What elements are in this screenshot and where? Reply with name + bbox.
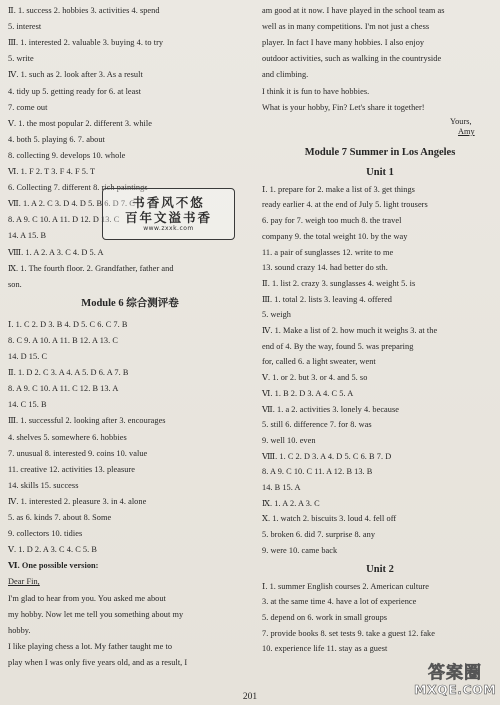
answer-line: Ⅹ. 1. watch 2. biscuits 3. loud 4. fell off <box>262 514 397 524</box>
essay-line: I'm glad to hear from you. You asked me about <box>8 593 166 603</box>
module-7-heading: Module 7 Summer in Los Angeles <box>304 146 456 158</box>
answer-line: Ⅵ. 1. F 2. T 3. F 4. F 5. T <box>8 167 96 176</box>
essay-line: play when I was only five years old, and as a result, I <box>8 657 188 667</box>
answer-line: 4. tidy up 5. getting ready for 6. at least <box>8 86 142 96</box>
answer-line: 6. pay for 7. weigh too much 8. the travel <box>262 216 402 226</box>
answer-line: 9. well 10. even <box>262 435 316 445</box>
answer-line: 14. A 15. B <box>8 231 47 241</box>
answer-line: Ⅰ. 1. C 2. D 3. B 4. D 5. C 6. C 7. B <box>8 319 128 329</box>
essay-line: am good at it now. I have played in the school team as <box>262 6 445 15</box>
module-6-heading: Module 6 综合测评卷 <box>81 297 179 309</box>
answer-line: ready earlier 4. at the end of July 5. light trousers <box>262 200 428 210</box>
answer-line: 4. both 5. playing 6. 7. about <box>8 134 105 144</box>
answer-line: 11. creative 12. activities 13. pleasure <box>8 464 136 474</box>
watermark-line-1: 答案圈 <box>428 663 482 683</box>
answer-line: Ⅲ. 1. total 2. lists 3. leaving 4. offered <box>262 294 393 304</box>
essay-line: my hobby. Now let me tell you something about my <box>8 609 184 619</box>
answer-line: 5. still 6. difference 7. for 8. was <box>262 420 372 430</box>
answer-line: son. <box>8 279 22 289</box>
answer-line: 14. D 15. C <box>8 352 48 361</box>
watermark-line-2: MXQE.COM <box>414 682 497 697</box>
answer-line: Ⅲ. 1. interested 2. valuable 3. buying 4. to try <box>8 38 164 48</box>
library-stamp <box>102 188 235 240</box>
unit-2-heading: Unit 2 <box>366 563 394 575</box>
answer-line: Ⅸ. 1. The fourth floor. 2. Grandfather, father and <box>8 263 174 273</box>
answer-line: Ⅷ. 1. A 2. A 3. C 4. D 5. A <box>8 247 104 257</box>
answer-line: company 9. the total weight 10. by the way <box>262 231 408 241</box>
page-number: 201 <box>242 692 258 702</box>
answer-line: 13. sound crazy 14. had better do sth. <box>262 263 388 273</box>
answer-line: 14. C 15. B <box>8 400 47 410</box>
answer-line: 14. B 15. A <box>262 483 301 492</box>
answer-line: Ⅶ. 1. A 2. C 3. D 4. D 5. B 6. D 7. C <box>8 199 135 209</box>
answer-line: Ⅷ. 1. C 2. D 3. A 4. D 5. C 6. B 7. D <box>262 451 392 461</box>
answer-line: 6. Collecting 7. different 8. rich paintings <box>8 183 148 193</box>
stamp-line-2: 百年文溢书香 <box>124 210 212 225</box>
answer-line: 7. unusual 8. interested 9. coins 10. value <box>8 448 148 458</box>
answer-line: Ⅳ. 1. Make a list of 2. how much it weighs 3. at the <box>262 326 438 335</box>
answer-line: 5. interest <box>8 22 42 32</box>
answer-line: end of 4. By the way, found 5. was preparing <box>262 341 414 351</box>
answer-line: 11. a pair of sunglasses 12. write to me <box>262 247 394 257</box>
answer-line: for, called 6. a light sweater, went <box>262 357 376 367</box>
signature-yours: Yours, <box>450 116 472 126</box>
essay-line: hobby. <box>8 625 31 635</box>
answer-line: Ⅳ. 1. such as 2. look after 3. As a result <box>8 70 143 80</box>
answer-line: 5. weigh <box>262 310 291 320</box>
answer-line: Ⅱ. 1. success 2. hobbies 3. activities 4. spend <box>8 6 160 15</box>
essay-label: Ⅵ. One possible version: <box>8 561 99 571</box>
answer-line: Ⅵ. 1. B 2. D 3. A 4. C 5. A <box>262 388 354 398</box>
answer-line: 7. provide books 8. set tests 9. take a guest 12. fake <box>262 628 435 638</box>
answer-line: 8. A 9. C 10. C 11. A 12. B 13. B <box>262 467 373 477</box>
answer-line: 8. C 9. A 10. A 11. B 12. A 13. C <box>8 335 118 345</box>
answer-line: Ⅴ. 1. the most popular 2. different 3. while <box>8 118 152 128</box>
answer-line: Ⅱ. 1. D 2. C 3. A 4. A 5. D 6. A 7. B <box>8 368 129 378</box>
essay-line: What is your hobby, Fin? Let's share it together! <box>262 102 425 112</box>
essay-line: I think it is fun to have hobbies. <box>262 86 370 96</box>
unit-1-heading: Unit 1 <box>366 166 394 178</box>
answer-line: 5. broken 6. did 7. surprise 8. any <box>262 530 376 540</box>
answer-line: Ⅴ. 1. D 2. A 3. C 4. C 5. B <box>8 545 97 555</box>
essay-line: well as in many competitions. I'm not just a chess <box>262 22 430 32</box>
essay-line: and climbing. <box>262 70 309 80</box>
answer-line: 14. skills 15. success <box>8 480 79 490</box>
answer-line: 9. collectors 10. tidies <box>8 529 83 539</box>
answer-line: 8. A 9. C 10. A 11. C 12. B 13. A <box>8 384 119 394</box>
answer-line: Ⅰ. 1. summer English courses 2. American culture <box>262 581 429 591</box>
answer-line: Ⅰ. 1. prepare for 2. make a list of 3. get things <box>262 184 415 194</box>
stamp-line-1: 书香风不悠 <box>132 195 205 210</box>
answer-line: 5. as 6. kinds 7. about 8. Some <box>8 513 112 522</box>
answer-line: 5. write <box>8 54 34 64</box>
answer-line: 3. at the same time 4. have a lot of experience <box>262 597 417 607</box>
answer-line: 10. experience life 11. stay as a guest <box>262 644 388 654</box>
answer-line: 8. collecting 9. develops 10. whole <box>8 150 126 160</box>
answer-line: 8. A 9. C 10. A 11. D 12. D 13. C <box>8 215 120 225</box>
answer-line: 7. come out <box>8 102 48 112</box>
answer-line: Ⅶ. 1. a 2. activities 3. lonely 4. because <box>262 404 399 414</box>
essay-line: outdoor activities, such as walking in the countryside <box>262 54 442 64</box>
essay-greeting: Dear Fin, <box>8 577 40 587</box>
answer-line: Ⅳ. 1. interested 2. pleasure 3. in 4. alone <box>8 496 147 506</box>
answer-line: Ⅸ. 1. A 2. A 3. C <box>262 498 320 508</box>
answer-line: 5. depend on 6. work in small groups <box>262 612 388 622</box>
answer-line: Ⅲ. 1. successful 2. looking after 3. encourages <box>8 416 166 426</box>
stamp-line-3: www.zxxk.com <box>143 225 194 232</box>
essay-line: player. In fact I have many hobbies. I also enjoy <box>262 38 425 48</box>
essay-line: I like playing chess a lot. My father taught me to <box>8 641 173 651</box>
answer-line: Ⅱ. 1. list 2. crazy 3. sunglasses 4. weight 5. is <box>262 278 416 288</box>
answer-line: 4. shelves 5. somewhere 6. hobbies <box>8 432 127 442</box>
signature-name: Amy <box>458 126 475 136</box>
answer-line: Ⅴ. 1. or 2. but 3. or 4. and 5. so <box>262 373 368 383</box>
answer-line: 9. were 10. came back <box>262 545 338 555</box>
